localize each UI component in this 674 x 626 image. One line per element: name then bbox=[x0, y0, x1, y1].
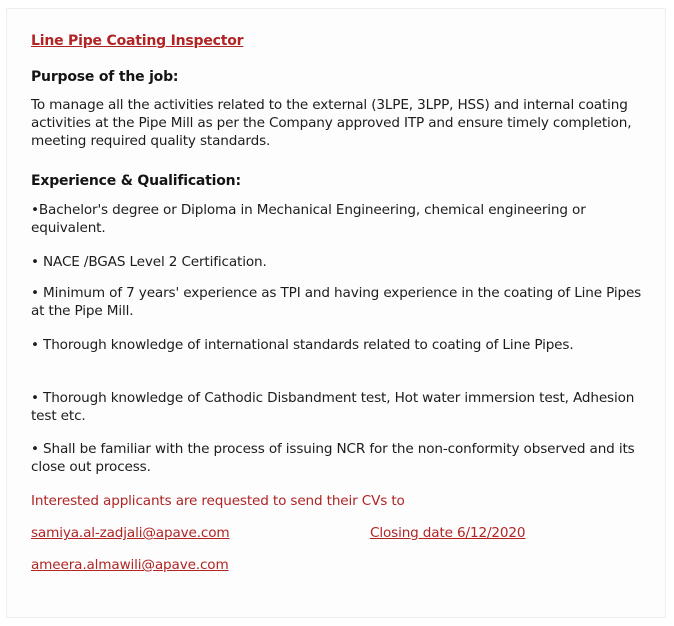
application-instructions: Interested applicants are requested to send their CVs to bbox=[31, 493, 405, 509]
requirement-item: • Minimum of 7 years' experience as TPI and having experience in the coating of Line Pipes at the Pipe Mill. bbox=[31, 285, 642, 319]
closing-date: Closing date 6/12/2020 bbox=[370, 525, 526, 541]
requirement-item: • Thorough knowledge of international standards related to coating of Line Pipes. bbox=[31, 337, 574, 353]
requirement-item: •Bachelor's degree or Diploma in Mechanical Engineering, chemical engineering or equivalent. bbox=[31, 202, 586, 236]
purpose-text: To manage all the activities related to the external (3LPE, 3LPP, HSS) and internal coating activities at the Pipe Mill as per the Company approved ITP and ensure timely completion, meeting required quality standards. bbox=[31, 97, 632, 149]
job-title: Line Pipe Coating Inspector bbox=[31, 33, 244, 49]
requirement-item: • Shall be familiar with the process of issuing NCR for the non-conformity observed and its close out process. bbox=[31, 441, 635, 475]
email-link-2[interactable]: ameera.almawili@apave.com bbox=[31, 557, 229, 573]
experience-heading: Experience & Qualification: bbox=[31, 173, 241, 189]
purpose-heading: Purpose of the job: bbox=[31, 69, 179, 85]
requirement-item: • NACE /BGAS Level 2 Certification. bbox=[31, 254, 267, 270]
job-posting-card bbox=[6, 8, 666, 618]
requirement-item: • Thorough knowledge of Cathodic Disbandment test, Hot water immersion test, Adhesion test etc. bbox=[31, 390, 635, 424]
email-link-1[interactable]: samiya.al-zadjali@apave.com bbox=[31, 525, 230, 541]
